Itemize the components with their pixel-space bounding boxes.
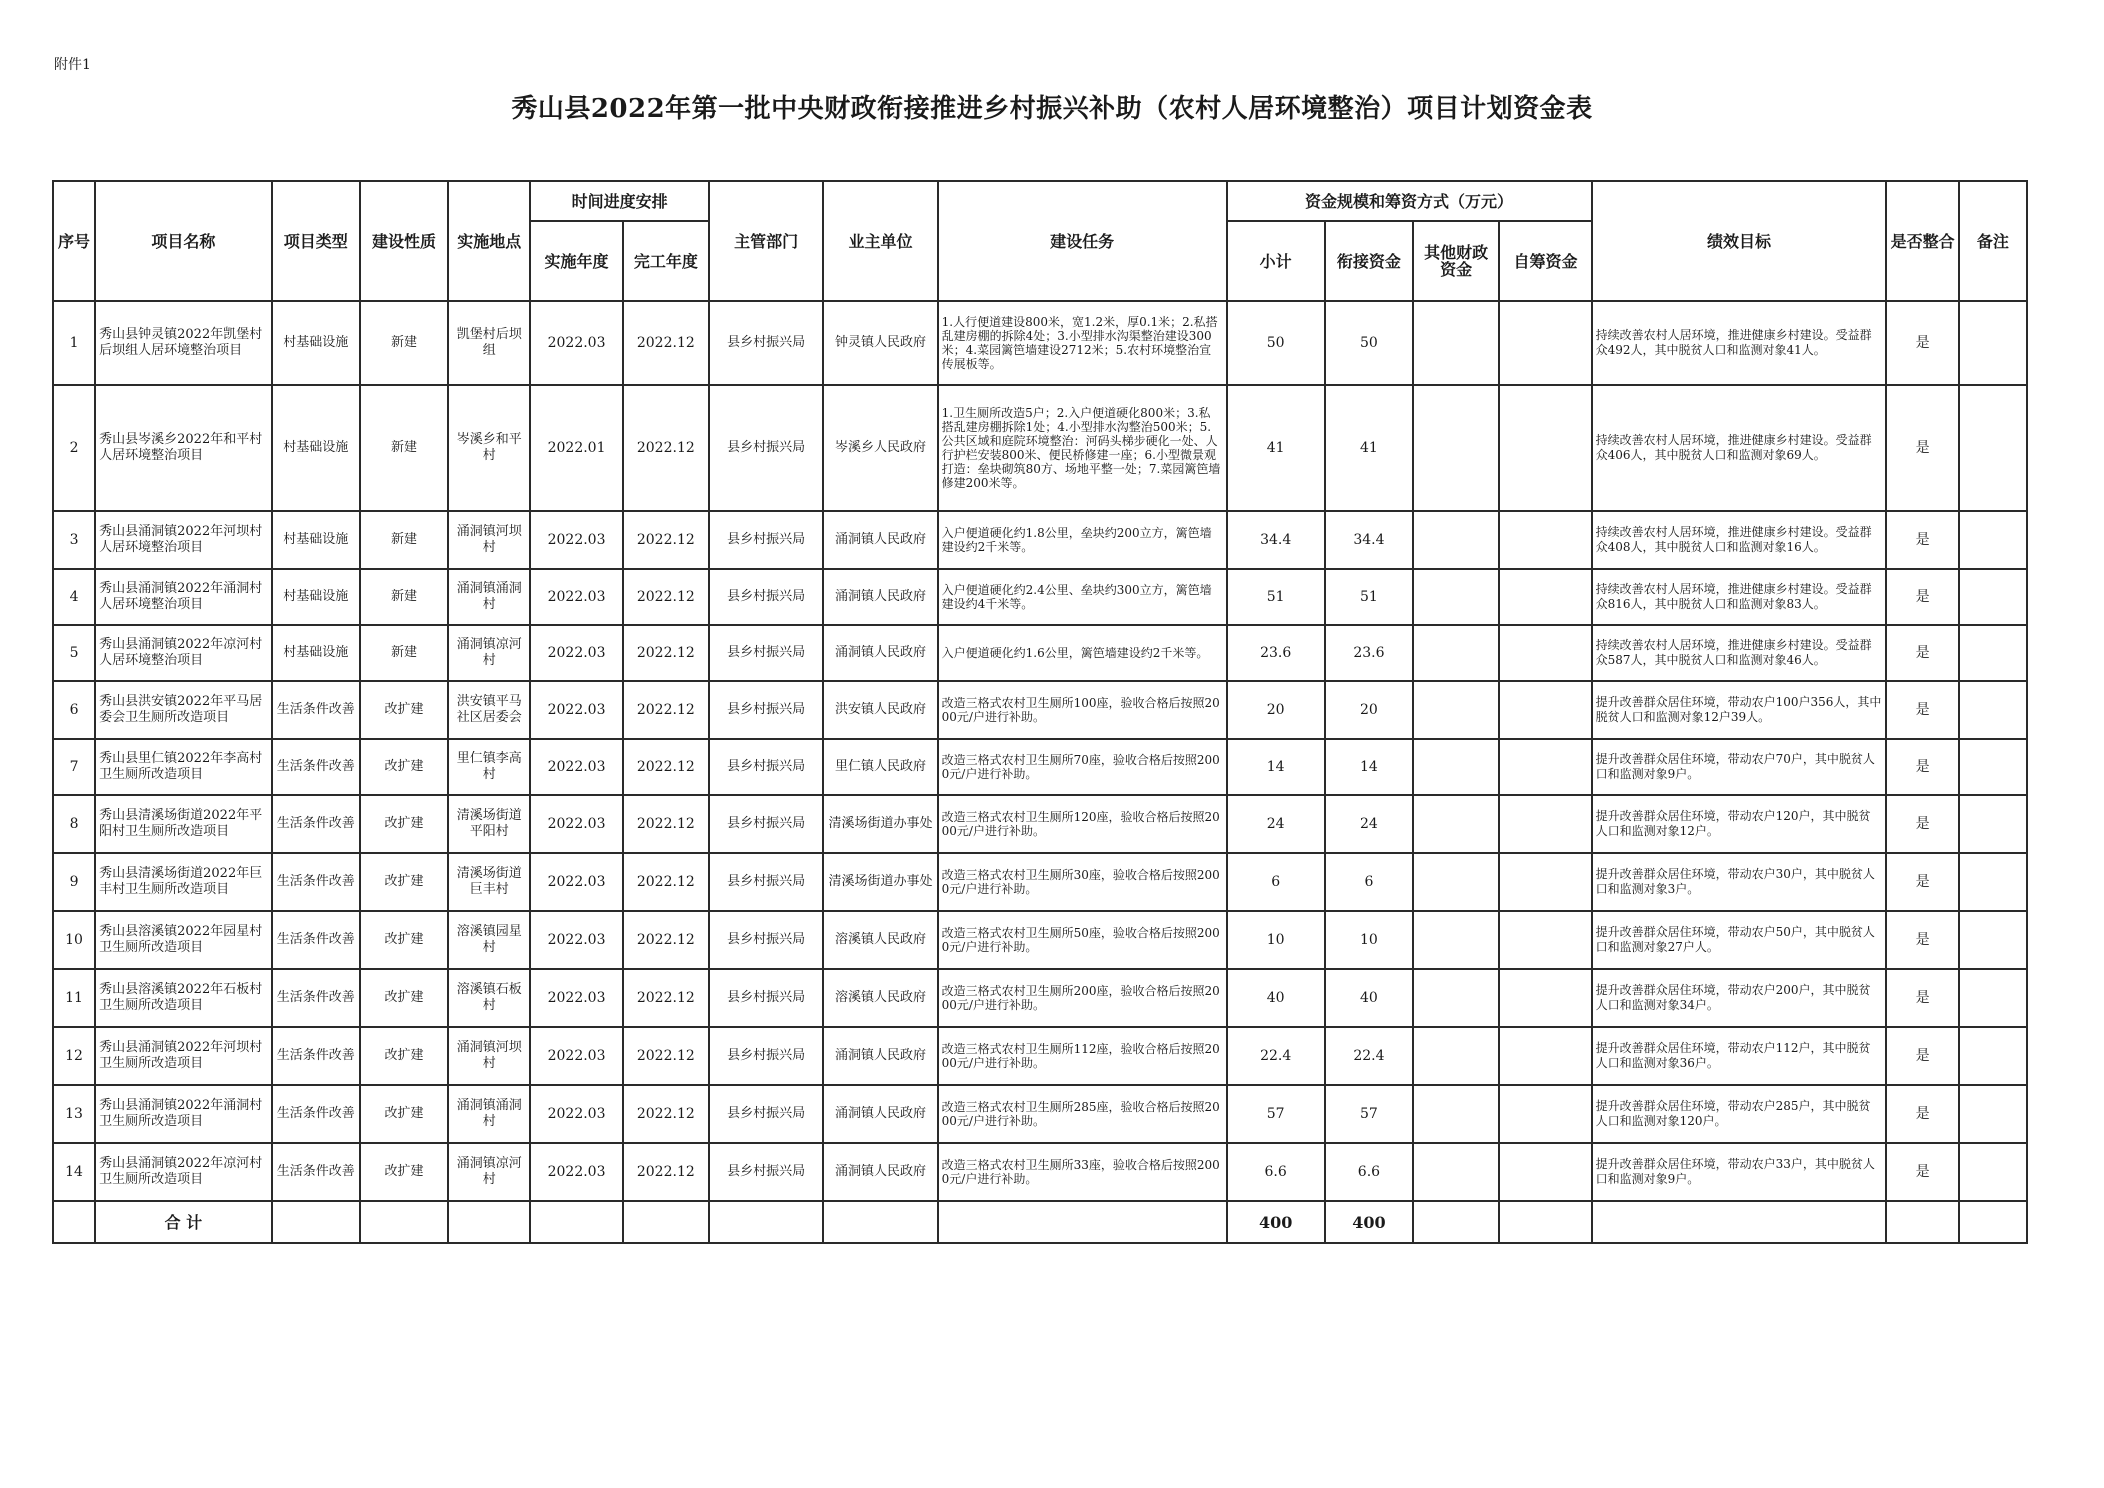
cell-location: 洪安镇平马社区居委会 bbox=[448, 681, 530, 739]
cell-start-year: 2022.03 bbox=[530, 853, 622, 911]
cell-seq: 1 bbox=[53, 301, 95, 385]
cell-end-year: 2022.12 bbox=[623, 1143, 709, 1201]
header-integrated: 是否整合 bbox=[1886, 181, 1958, 301]
cell-start-year: 2022.03 bbox=[530, 301, 622, 385]
cell-performance: 持续改善农村人居环境，推进健康乡村建设。受益群众406人，其中脱贫人口和监测对象69人。 bbox=[1592, 385, 1887, 511]
total-empty-cell bbox=[938, 1201, 1227, 1243]
header-other-fiscal: 其他财政资金 bbox=[1413, 221, 1499, 301]
total-linked-funds: 400 bbox=[1325, 1201, 1413, 1243]
total-empty-cell bbox=[1592, 1201, 1887, 1243]
total-subtotal: 400 bbox=[1227, 1201, 1325, 1243]
cell-other-fiscal bbox=[1413, 969, 1499, 1027]
total-empty-cell bbox=[1413, 1201, 1499, 1243]
cell-integrated: 是 bbox=[1886, 385, 1958, 511]
header-self-raised: 自筹资金 bbox=[1499, 221, 1591, 301]
cell-task: 改造三格式农村卫生厕所120座，验收合格后按照2000元/户进行补助。 bbox=[938, 795, 1227, 853]
table-row bbox=[53, 1143, 2027, 1201]
cell-linked-funds: 24 bbox=[1325, 795, 1413, 853]
cell-project-type: 村基础设施 bbox=[272, 301, 360, 385]
cell-dept: 县乡村振兴局 bbox=[709, 969, 823, 1027]
cell-project-type: 生活条件改善 bbox=[272, 795, 360, 853]
cell-task: 改造三格式农村卫生厕所33座，验收合格后按照2000元/户进行补助。 bbox=[938, 1143, 1227, 1201]
cell-task: 入户便道硬化约1.8公里，垒块约200立方，篱笆墙建设约2千米等。 bbox=[938, 511, 1227, 569]
cell-subtotal: 57 bbox=[1227, 1085, 1325, 1143]
cell-integrated: 是 bbox=[1886, 681, 1958, 739]
project-funding-table bbox=[52, 180, 2028, 1244]
cell-remark bbox=[1959, 385, 2027, 511]
cell-performance: 持续改善农村人居环境，推进健康乡村建设。受益群众587人，其中脱贫人口和监测对象46人。 bbox=[1592, 625, 1887, 681]
cell-project-name: 秀山县涌洞镇2022年涌洞村人居环境整治项目 bbox=[95, 569, 272, 625]
cell-project-name: 秀山县清溪场街道2022年巨丰村卫生厕所改造项目 bbox=[95, 853, 272, 911]
cell-other-fiscal bbox=[1413, 625, 1499, 681]
cell-subtotal: 20 bbox=[1227, 681, 1325, 739]
cell-performance: 持续改善农村人居环境，推进健康乡村建设。受益群众408人，其中脱贫人口和监测对象16人。 bbox=[1592, 511, 1887, 569]
cell-remark bbox=[1959, 681, 2027, 739]
cell-task: 改造三格式农村卫生厕所50座，验收合格后按照2000元/户进行补助。 bbox=[938, 911, 1227, 969]
cell-self-raised bbox=[1499, 511, 1591, 569]
cell-location: 涌洞镇凉河村 bbox=[448, 625, 530, 681]
total-empty-cell bbox=[823, 1201, 937, 1243]
cell-location: 凯堡村后坝组 bbox=[448, 301, 530, 385]
cell-seq: 9 bbox=[53, 853, 95, 911]
cell-dept: 县乡村振兴局 bbox=[709, 1143, 823, 1201]
cell-linked-funds: 14 bbox=[1325, 739, 1413, 795]
cell-seq: 10 bbox=[53, 911, 95, 969]
cell-task: 改造三格式农村卫生厕所112座，验收合格后按照2000元/户进行补助。 bbox=[938, 1027, 1227, 1085]
cell-remark bbox=[1959, 569, 2027, 625]
total-label: 合 计 bbox=[95, 1201, 272, 1243]
cell-end-year: 2022.12 bbox=[623, 795, 709, 853]
total-empty-cell bbox=[360, 1201, 448, 1243]
cell-linked-funds: 40 bbox=[1325, 969, 1413, 1027]
cell-end-year: 2022.12 bbox=[623, 681, 709, 739]
cell-owner: 涌洞镇人民政府 bbox=[823, 1143, 937, 1201]
cell-integrated: 是 bbox=[1886, 1143, 1958, 1201]
cell-performance: 提升改善群众居住环境，带动农户30户，其中脱贫人口和监测对象3户。 bbox=[1592, 853, 1887, 911]
cell-subtotal: 6.6 bbox=[1227, 1143, 1325, 1201]
table-row bbox=[53, 739, 2027, 795]
cell-nature: 改扩建 bbox=[360, 1027, 448, 1085]
cell-location: 清溪场街道巨丰村 bbox=[448, 853, 530, 911]
table-row bbox=[53, 301, 2027, 385]
cell-dept: 县乡村振兴局 bbox=[709, 301, 823, 385]
cell-performance: 提升改善群众居住环境，带动农户100户356人，其中脱贫人口和监测对象12户39人。 bbox=[1592, 681, 1887, 739]
cell-owner: 涌洞镇人民政府 bbox=[823, 1085, 937, 1143]
cell-location: 溶溪镇园星村 bbox=[448, 911, 530, 969]
cell-owner: 溶溪镇人民政府 bbox=[823, 911, 937, 969]
cell-subtotal: 6 bbox=[1227, 853, 1325, 911]
table-row bbox=[53, 1027, 2027, 1085]
cell-subtotal: 51 bbox=[1227, 569, 1325, 625]
cell-project-name: 秀山县清溪场街道2022年平阳村卫生厕所改造项目 bbox=[95, 795, 272, 853]
cell-integrated: 是 bbox=[1886, 853, 1958, 911]
cell-performance: 提升改善群众居住环境，带动农户285户，其中脱贫人口和监测对象120户。 bbox=[1592, 1085, 1887, 1143]
cell-task: 改造三格式农村卫生厕所70座，验收合格后按照2000元/户进行补助。 bbox=[938, 739, 1227, 795]
cell-project-name: 秀山县溶溪镇2022年园星村卫生厕所改造项目 bbox=[95, 911, 272, 969]
cell-task: 改造三格式农村卫生厕所285座，验收合格后按照2000元/户进行补助。 bbox=[938, 1085, 1227, 1143]
cell-task: 改造三格式农村卫生厕所100座，验收合格后按照2000元/户进行补助。 bbox=[938, 681, 1227, 739]
cell-other-fiscal bbox=[1413, 911, 1499, 969]
cell-start-year: 2022.03 bbox=[530, 569, 622, 625]
cell-remark bbox=[1959, 1027, 2027, 1085]
cell-project-name: 秀山县溶溪镇2022年石板村卫生厕所改造项目 bbox=[95, 969, 272, 1027]
cell-remark bbox=[1959, 795, 2027, 853]
cell-project-name: 秀山县里仁镇2022年李高村卫生厕所改造项目 bbox=[95, 739, 272, 795]
cell-seq: 4 bbox=[53, 569, 95, 625]
cell-other-fiscal bbox=[1413, 739, 1499, 795]
cell-project-type: 生活条件改善 bbox=[272, 1085, 360, 1143]
cell-seq: 3 bbox=[53, 511, 95, 569]
cell-subtotal: 23.6 bbox=[1227, 625, 1325, 681]
header-dept: 主管部门 bbox=[709, 181, 823, 301]
cell-project-name: 秀山县涌洞镇2022年凉河村人居环境整治项目 bbox=[95, 625, 272, 681]
total-seq-cell bbox=[53, 1201, 95, 1243]
cell-dept: 县乡村振兴局 bbox=[709, 511, 823, 569]
cell-start-year: 2022.03 bbox=[530, 511, 622, 569]
cell-integrated: 是 bbox=[1886, 911, 1958, 969]
page-title: 秀山县2022年第一批中央财政衔接推进乡村振兴补助（农村人居环境整治）项目计划资金表 bbox=[511, 94, 1593, 124]
cell-location: 涌洞镇凉河村 bbox=[448, 1143, 530, 1201]
cell-other-fiscal bbox=[1413, 1143, 1499, 1201]
cell-nature: 改扩建 bbox=[360, 1143, 448, 1201]
cell-project-type: 村基础设施 bbox=[272, 569, 360, 625]
cell-seq: 2 bbox=[53, 385, 95, 511]
cell-end-year: 2022.12 bbox=[623, 1085, 709, 1143]
cell-nature: 改扩建 bbox=[360, 739, 448, 795]
cell-integrated: 是 bbox=[1886, 969, 1958, 1027]
cell-integrated: 是 bbox=[1886, 301, 1958, 385]
total-empty-cell bbox=[530, 1201, 622, 1243]
cell-project-type: 生活条件改善 bbox=[272, 1027, 360, 1085]
cell-nature: 改扩建 bbox=[360, 911, 448, 969]
cell-task: 入户便道硬化约1.6公里，篱笆墙建设约2千米等。 bbox=[938, 625, 1227, 681]
cell-project-name: 秀山县涌洞镇2022年河坝村人居环境整治项目 bbox=[95, 511, 272, 569]
cell-subtotal: 14 bbox=[1227, 739, 1325, 795]
cell-seq: 14 bbox=[53, 1143, 95, 1201]
cell-project-name: 秀山县岑溪乡2022年和平村人居环境整治项目 bbox=[95, 385, 272, 511]
header-task: 建设任务 bbox=[938, 181, 1227, 301]
header-location: 实施地点 bbox=[448, 181, 530, 301]
cell-self-raised bbox=[1499, 625, 1591, 681]
total-empty-cell bbox=[1886, 1201, 1958, 1243]
cell-end-year: 2022.12 bbox=[623, 301, 709, 385]
cell-linked-funds: 6 bbox=[1325, 853, 1413, 911]
cell-nature: 改扩建 bbox=[360, 681, 448, 739]
table-row bbox=[53, 511, 2027, 569]
cell-end-year: 2022.12 bbox=[623, 911, 709, 969]
attachment-label: 附件1 bbox=[54, 57, 91, 73]
header-type: 项目类型 bbox=[272, 181, 360, 301]
header-subtotal: 小计 bbox=[1227, 221, 1325, 301]
cell-linked-funds: 50 bbox=[1325, 301, 1413, 385]
cell-linked-funds: 6.6 bbox=[1325, 1143, 1413, 1201]
cell-performance: 提升改善群众居住环境，带动农户70户，其中脱贫人口和监测对象9户。 bbox=[1592, 739, 1887, 795]
cell-task: 1.人行便道建设800米，宽1.2米，厚0.1米；2.私搭乱建房棚的拆除4处；3.小型排水沟渠整治建设300米；4.菜园篱笆墙建设2712米；5.农村环境整治宣传展板等。 bbox=[938, 301, 1227, 385]
cell-linked-funds: 10 bbox=[1325, 911, 1413, 969]
cell-nature: 改扩建 bbox=[360, 795, 448, 853]
header-schedule: 时间进度安排 bbox=[530, 181, 709, 221]
total-empty-cell bbox=[448, 1201, 530, 1243]
cell-other-fiscal bbox=[1413, 1027, 1499, 1085]
cell-integrated: 是 bbox=[1886, 739, 1958, 795]
cell-start-year: 2022.03 bbox=[530, 1085, 622, 1143]
cell-self-raised bbox=[1499, 385, 1591, 511]
cell-remark bbox=[1959, 911, 2027, 969]
cell-self-raised bbox=[1499, 969, 1591, 1027]
cell-dept: 县乡村振兴局 bbox=[709, 625, 823, 681]
cell-project-type: 生活条件改善 bbox=[272, 969, 360, 1027]
cell-integrated: 是 bbox=[1886, 795, 1958, 853]
cell-owner: 里仁镇人民政府 bbox=[823, 739, 937, 795]
cell-dept: 县乡村振兴局 bbox=[709, 385, 823, 511]
cell-location: 涌洞镇涌洞村 bbox=[448, 1085, 530, 1143]
cell-project-name: 秀山县钟灵镇2022年凯堡村后坝组人居环境整治项目 bbox=[95, 301, 272, 385]
table-body bbox=[53, 301, 2027, 1201]
cell-start-year: 2022.03 bbox=[530, 795, 622, 853]
cell-performance: 提升改善群众居住环境，带动农户200户，其中脱贫人口和监测对象34户。 bbox=[1592, 969, 1887, 1027]
cell-start-year: 2022.03 bbox=[530, 625, 622, 681]
cell-linked-funds: 23.6 bbox=[1325, 625, 1413, 681]
cell-project-type: 生活条件改善 bbox=[272, 739, 360, 795]
cell-start-year: 2022.03 bbox=[530, 969, 622, 1027]
cell-owner: 涌洞镇人民政府 bbox=[823, 625, 937, 681]
cell-other-fiscal bbox=[1413, 301, 1499, 385]
cell-seq: 8 bbox=[53, 795, 95, 853]
cell-performance: 提升改善群众居住环境，带动农户50户，其中脱贫人口和监测对象27户人。 bbox=[1592, 911, 1887, 969]
cell-self-raised bbox=[1499, 569, 1591, 625]
total-empty-cell bbox=[623, 1201, 709, 1243]
cell-self-raised bbox=[1499, 301, 1591, 385]
table-row bbox=[53, 385, 2027, 511]
cell-self-raised bbox=[1499, 795, 1591, 853]
cell-end-year: 2022.12 bbox=[623, 969, 709, 1027]
cell-owner: 洪安镇人民政府 bbox=[823, 681, 937, 739]
cell-location: 涌洞镇涌洞村 bbox=[448, 569, 530, 625]
header-funds: 资金规模和筹资方式（万元） bbox=[1227, 181, 1592, 221]
header-nature: 建设性质 bbox=[360, 181, 448, 301]
cell-subtotal: 22.4 bbox=[1227, 1027, 1325, 1085]
cell-owner: 清溪场街道办事处 bbox=[823, 795, 937, 853]
cell-subtotal: 50 bbox=[1227, 301, 1325, 385]
header-row-1 bbox=[53, 181, 2027, 221]
cell-nature: 新建 bbox=[360, 569, 448, 625]
cell-integrated: 是 bbox=[1886, 625, 1958, 681]
header-linked-funds: 衔接资金 bbox=[1325, 221, 1413, 301]
header-remark: 备注 bbox=[1959, 181, 2027, 301]
cell-subtotal: 34.4 bbox=[1227, 511, 1325, 569]
header-owner: 业主单位 bbox=[823, 181, 937, 301]
cell-subtotal: 41 bbox=[1227, 385, 1325, 511]
header-name: 项目名称 bbox=[95, 181, 272, 301]
cell-project-type: 村基础设施 bbox=[272, 625, 360, 681]
cell-nature: 新建 bbox=[360, 625, 448, 681]
table-row bbox=[53, 569, 2027, 625]
cell-project-name: 秀山县涌洞镇2022年凉河村卫生厕所改造项目 bbox=[95, 1143, 272, 1201]
cell-integrated: 是 bbox=[1886, 569, 1958, 625]
cell-start-year: 2022.03 bbox=[530, 1027, 622, 1085]
table-row bbox=[53, 853, 2027, 911]
cell-integrated: 是 bbox=[1886, 511, 1958, 569]
cell-seq: 11 bbox=[53, 969, 95, 1027]
cell-linked-funds: 41 bbox=[1325, 385, 1413, 511]
cell-linked-funds: 51 bbox=[1325, 569, 1413, 625]
cell-task: 改造三格式农村卫生厕所200座，验收合格后按照2000元/户进行补助。 bbox=[938, 969, 1227, 1027]
cell-end-year: 2022.12 bbox=[623, 1027, 709, 1085]
cell-owner: 清溪场街道办事处 bbox=[823, 853, 937, 911]
cell-self-raised bbox=[1499, 681, 1591, 739]
cell-task: 入户便道硬化约2.4公里、垒块约300立方，篱笆墙建设约4千米等。 bbox=[938, 569, 1227, 625]
cell-linked-funds: 22.4 bbox=[1325, 1027, 1413, 1085]
cell-location: 清溪场街道平阳村 bbox=[448, 795, 530, 853]
header-end-year: 完工年度 bbox=[623, 221, 709, 301]
cell-owner: 钟灵镇人民政府 bbox=[823, 301, 937, 385]
cell-self-raised bbox=[1499, 1027, 1591, 1085]
cell-nature: 改扩建 bbox=[360, 969, 448, 1027]
cell-remark bbox=[1959, 625, 2027, 681]
header-start-year: 实施年度 bbox=[530, 221, 622, 301]
cell-owner: 涌洞镇人民政府 bbox=[823, 511, 937, 569]
cell-nature: 改扩建 bbox=[360, 853, 448, 911]
cell-dept: 县乡村振兴局 bbox=[709, 681, 823, 739]
cell-project-type: 村基础设施 bbox=[272, 511, 360, 569]
cell-dept: 县乡村振兴局 bbox=[709, 1085, 823, 1143]
cell-subtotal: 10 bbox=[1227, 911, 1325, 969]
cell-seq: 12 bbox=[53, 1027, 95, 1085]
cell-self-raised bbox=[1499, 1143, 1591, 1201]
cell-project-type: 生活条件改善 bbox=[272, 681, 360, 739]
cell-self-raised bbox=[1499, 1085, 1591, 1143]
cell-owner: 涌洞镇人民政府 bbox=[823, 569, 937, 625]
cell-other-fiscal bbox=[1413, 385, 1499, 511]
cell-integrated: 是 bbox=[1886, 1027, 1958, 1085]
table-row bbox=[53, 795, 2027, 853]
table-row bbox=[53, 911, 2027, 969]
cell-seq: 7 bbox=[53, 739, 95, 795]
cell-performance: 提升改善群众居住环境，带动农户33户，其中脱贫人口和监测对象9户。 bbox=[1592, 1143, 1887, 1201]
cell-end-year: 2022.12 bbox=[623, 385, 709, 511]
cell-start-year: 2022.03 bbox=[530, 739, 622, 795]
table-row bbox=[53, 681, 2027, 739]
cell-remark bbox=[1959, 853, 2027, 911]
header-performance: 绩效目标 bbox=[1592, 181, 1887, 301]
cell-self-raised bbox=[1499, 853, 1591, 911]
cell-remark bbox=[1959, 1143, 2027, 1201]
cell-end-year: 2022.12 bbox=[623, 569, 709, 625]
cell-other-fiscal bbox=[1413, 681, 1499, 739]
cell-project-type: 生活条件改善 bbox=[272, 1143, 360, 1201]
cell-owner: 岑溪乡人民政府 bbox=[823, 385, 937, 511]
cell-seq: 5 bbox=[53, 625, 95, 681]
total-row bbox=[53, 1201, 2027, 1243]
table-row bbox=[53, 969, 2027, 1027]
cell-start-year: 2022.01 bbox=[530, 385, 622, 511]
cell-linked-funds: 20 bbox=[1325, 681, 1413, 739]
cell-start-year: 2022.03 bbox=[530, 681, 622, 739]
cell-other-fiscal bbox=[1413, 569, 1499, 625]
total-empty-cell bbox=[1959, 1201, 2027, 1243]
cell-end-year: 2022.12 bbox=[623, 853, 709, 911]
cell-self-raised bbox=[1499, 911, 1591, 969]
cell-owner: 溶溪镇人民政府 bbox=[823, 969, 937, 1027]
cell-task: 改造三格式农村卫生厕所30座，验收合格后按照2000元/户进行补助。 bbox=[938, 853, 1227, 911]
cell-project-type: 村基础设施 bbox=[272, 385, 360, 511]
cell-linked-funds: 57 bbox=[1325, 1085, 1413, 1143]
table-row bbox=[53, 1085, 2027, 1143]
cell-remark bbox=[1959, 301, 2027, 385]
cell-integrated: 是 bbox=[1886, 1085, 1958, 1143]
cell-project-name: 秀山县洪安镇2022年平马居委会卫生厕所改造项目 bbox=[95, 681, 272, 739]
cell-project-type: 生活条件改善 bbox=[272, 853, 360, 911]
cell-performance: 持续改善农村人居环境，推进健康乡村建设。受益群众492人，其中脱贫人口和监测对象41人。 bbox=[1592, 301, 1887, 385]
cell-project-name: 秀山县涌洞镇2022年河坝村卫生厕所改造项目 bbox=[95, 1027, 272, 1085]
cell-location: 里仁镇李高村 bbox=[448, 739, 530, 795]
cell-dept: 县乡村振兴局 bbox=[709, 1027, 823, 1085]
header-seq: 序号 bbox=[53, 181, 95, 301]
cell-dept: 县乡村振兴局 bbox=[709, 911, 823, 969]
cell-other-fiscal bbox=[1413, 795, 1499, 853]
cell-subtotal: 24 bbox=[1227, 795, 1325, 853]
cell-seq: 6 bbox=[53, 681, 95, 739]
cell-dept: 县乡村振兴局 bbox=[709, 795, 823, 853]
cell-nature: 新建 bbox=[360, 301, 448, 385]
cell-location: 涌洞镇河坝村 bbox=[448, 1027, 530, 1085]
cell-performance: 提升改善群众居住环境，带动农户112户，其中脱贫人口和监测对象36户。 bbox=[1592, 1027, 1887, 1085]
cell-dept: 县乡村振兴局 bbox=[709, 739, 823, 795]
cell-nature: 新建 bbox=[360, 385, 448, 511]
cell-start-year: 2022.03 bbox=[530, 911, 622, 969]
cell-performance: 持续改善农村人居环境，推进健康乡村建设。受益群众816人，其中脱贫人口和监测对象83人。 bbox=[1592, 569, 1887, 625]
cell-remark bbox=[1959, 969, 2027, 1027]
cell-other-fiscal bbox=[1413, 853, 1499, 911]
cell-dept: 县乡村振兴局 bbox=[709, 853, 823, 911]
cell-linked-funds: 34.4 bbox=[1325, 511, 1413, 569]
cell-location: 岑溪乡和平村 bbox=[448, 385, 530, 511]
cell-project-name: 秀山县涌洞镇2022年涌洞村卫生厕所改造项目 bbox=[95, 1085, 272, 1143]
total-empty-cell bbox=[709, 1201, 823, 1243]
cell-seq: 13 bbox=[53, 1085, 95, 1143]
cell-self-raised bbox=[1499, 739, 1591, 795]
cell-other-fiscal bbox=[1413, 511, 1499, 569]
cell-owner: 涌洞镇人民政府 bbox=[823, 1027, 937, 1085]
cell-end-year: 2022.12 bbox=[623, 511, 709, 569]
cell-end-year: 2022.12 bbox=[623, 739, 709, 795]
cell-task: 1.卫生厕所改造5户；2.入户便道硬化800米；3.私搭乱建房棚拆除1处；4.小型排水沟整治500米；5.公共区域和庭院环境整治：河码头梯步硬化一处、人行护栏安装800米、便民桥修建一座；6.小型微景观打造：垒块砌筑80方、场地平整一处；7.菜园篱笆墙修建200米等。 bbox=[938, 385, 1227, 511]
cell-dept: 县乡村振兴局 bbox=[709, 569, 823, 625]
cell-subtotal: 40 bbox=[1227, 969, 1325, 1027]
cell-location: 溶溪镇石板村 bbox=[448, 969, 530, 1027]
cell-project-type: 生活条件改善 bbox=[272, 911, 360, 969]
cell-remark bbox=[1959, 739, 2027, 795]
cell-end-year: 2022.12 bbox=[623, 625, 709, 681]
cell-remark bbox=[1959, 511, 2027, 569]
cell-nature: 新建 bbox=[360, 511, 448, 569]
cell-nature: 改扩建 bbox=[360, 1085, 448, 1143]
cell-start-year: 2022.03 bbox=[530, 1143, 622, 1201]
total-empty-cell bbox=[272, 1201, 360, 1243]
cell-performance: 提升改善群众居住环境，带动农户120户，其中脱贫人口和监测对象12户。 bbox=[1592, 795, 1887, 853]
table-row bbox=[53, 625, 2027, 681]
total-empty-cell bbox=[1499, 1201, 1591, 1243]
cell-other-fiscal bbox=[1413, 1085, 1499, 1143]
cell-remark bbox=[1959, 1085, 2027, 1143]
cell-location: 涌洞镇河坝村 bbox=[448, 511, 530, 569]
